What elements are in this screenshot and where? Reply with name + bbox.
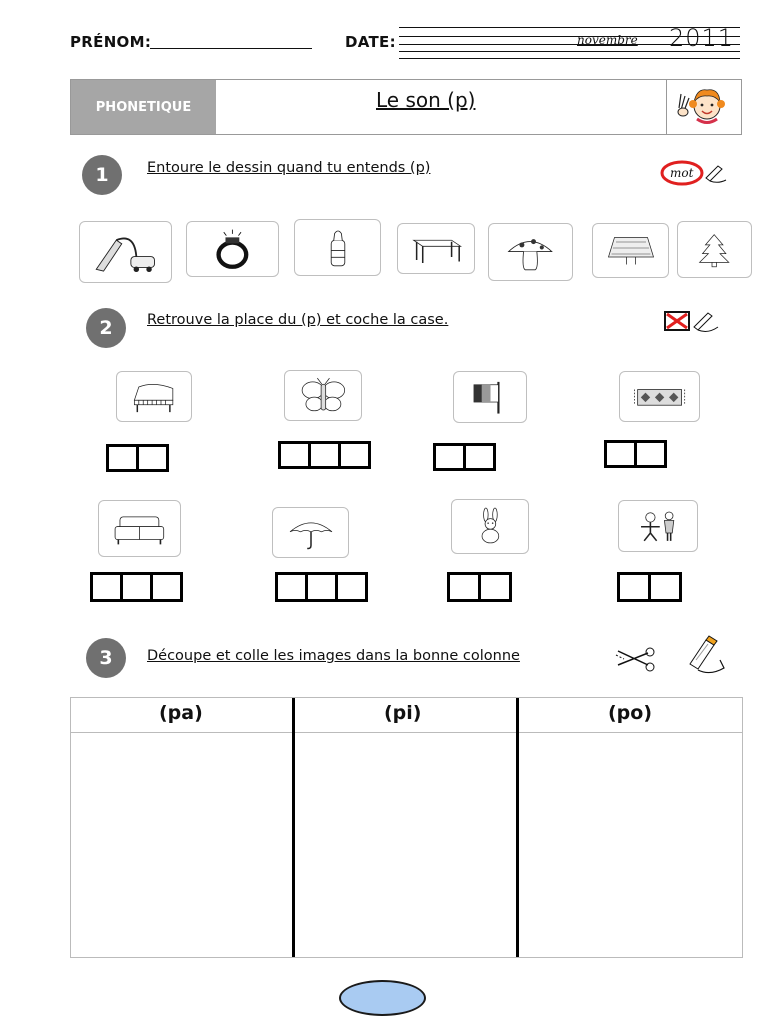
sound-checkbox[interactable] <box>136 444 169 472</box>
prenom-field[interactable] <box>150 48 312 49</box>
date-month: novembre <box>577 33 638 47</box>
picture-table[interactable] <box>397 223 475 274</box>
drop-zone-pa[interactable] <box>71 733 292 957</box>
column-header-pa: (pa) <box>159 702 203 724</box>
sound-checkbox[interactable] <box>433 443 466 471</box>
hint-word: mot <box>670 166 694 180</box>
sound-checkbox[interactable] <box>106 444 139 472</box>
exercise-1-instruction: Entoure le dessin quand tu entends (p) <box>147 160 431 176</box>
page-title: Le son (p) <box>376 88 476 112</box>
date-label: DATE: <box>345 33 396 51</box>
sound-checkbox[interactable] <box>305 572 338 602</box>
exercise-2-number: 2 <box>86 308 126 348</box>
checkbox-group-rug <box>604 440 667 468</box>
exercise-3-number: 3 <box>86 638 126 678</box>
checkbox-group-rabbit <box>447 572 512 602</box>
sound-checkbox[interactable] <box>335 572 368 602</box>
date-year: 2011 <box>669 24 735 52</box>
picture-butterfly[interactable] <box>284 370 362 421</box>
sound-checkbox[interactable] <box>120 572 153 602</box>
picture-vacuum-cleaner[interactable] <box>79 221 172 283</box>
drop-zone-pi[interactable] <box>295 733 516 957</box>
column-header-pi: (pi) <box>384 702 422 724</box>
sorting-table <box>70 697 743 958</box>
sound-checkbox[interactable] <box>648 572 682 602</box>
sound-checkbox[interactable] <box>463 443 496 471</box>
picture-lampshade[interactable] <box>592 223 669 278</box>
picture-ring[interactable] <box>186 221 279 277</box>
sound-checkbox[interactable] <box>338 441 371 469</box>
exercise-2-instruction: Retrouve la place du (p) et coche la case. <box>147 312 449 328</box>
sound-checkbox[interactable] <box>617 572 651 602</box>
table-header <box>71 698 742 733</box>
picture-rug[interactable] <box>619 371 700 422</box>
exercise-3-instruction: Découpe et colle les images dans la bonne colonne <box>147 648 520 664</box>
picture-rabbit[interactable] <box>451 499 529 554</box>
checkbox-group-flag <box>433 443 496 471</box>
sound-checkbox[interactable] <box>308 441 341 469</box>
scissors-icon <box>614 645 656 675</box>
sound-checkbox[interactable] <box>278 441 311 469</box>
prenom-label: PRÉNOM: <box>70 33 152 51</box>
sound-checkbox[interactable] <box>634 440 667 468</box>
sound-checkbox[interactable] <box>478 572 512 602</box>
picture-baby-bottle[interactable] <box>294 219 381 276</box>
checkbox-group-piano <box>106 444 169 472</box>
exercise-1-number: 1 <box>82 155 122 195</box>
column-header-po: (po) <box>608 702 653 724</box>
sound-checkbox[interactable] <box>90 572 123 602</box>
sound-checkbox[interactable] <box>447 572 481 602</box>
picture-piano[interactable] <box>116 371 192 422</box>
picture-flag[interactable] <box>453 371 527 423</box>
page-marker-oval <box>339 980 426 1016</box>
glue-stick-icon <box>680 634 728 676</box>
picture-umbrella[interactable] <box>272 507 349 558</box>
checkbox-group-dolls <box>617 572 682 602</box>
picture-dolls[interactable] <box>618 500 698 552</box>
section-label: PHONETIQUE <box>71 80 216 134</box>
tick-box-icon <box>662 307 722 335</box>
sound-checkbox[interactable] <box>275 572 308 602</box>
sound-checkbox[interactable] <box>150 572 183 602</box>
picture-mushroom[interactable] <box>488 223 573 281</box>
girl-waving-icon <box>666 80 741 134</box>
circle-word-mot-icon <box>660 158 730 188</box>
picture-fir-tree[interactable] <box>677 221 752 278</box>
title-bar <box>70 79 742 135</box>
checkbox-group-sofa <box>90 572 183 602</box>
checkbox-group-butterfly <box>278 441 371 469</box>
picture-sofa[interactable] <box>98 500 181 557</box>
date-field[interactable] <box>399 24 740 62</box>
checkbox-group-umbrella <box>275 572 368 602</box>
drop-zone-po[interactable] <box>519 733 742 957</box>
sound-checkbox[interactable] <box>604 440 637 468</box>
